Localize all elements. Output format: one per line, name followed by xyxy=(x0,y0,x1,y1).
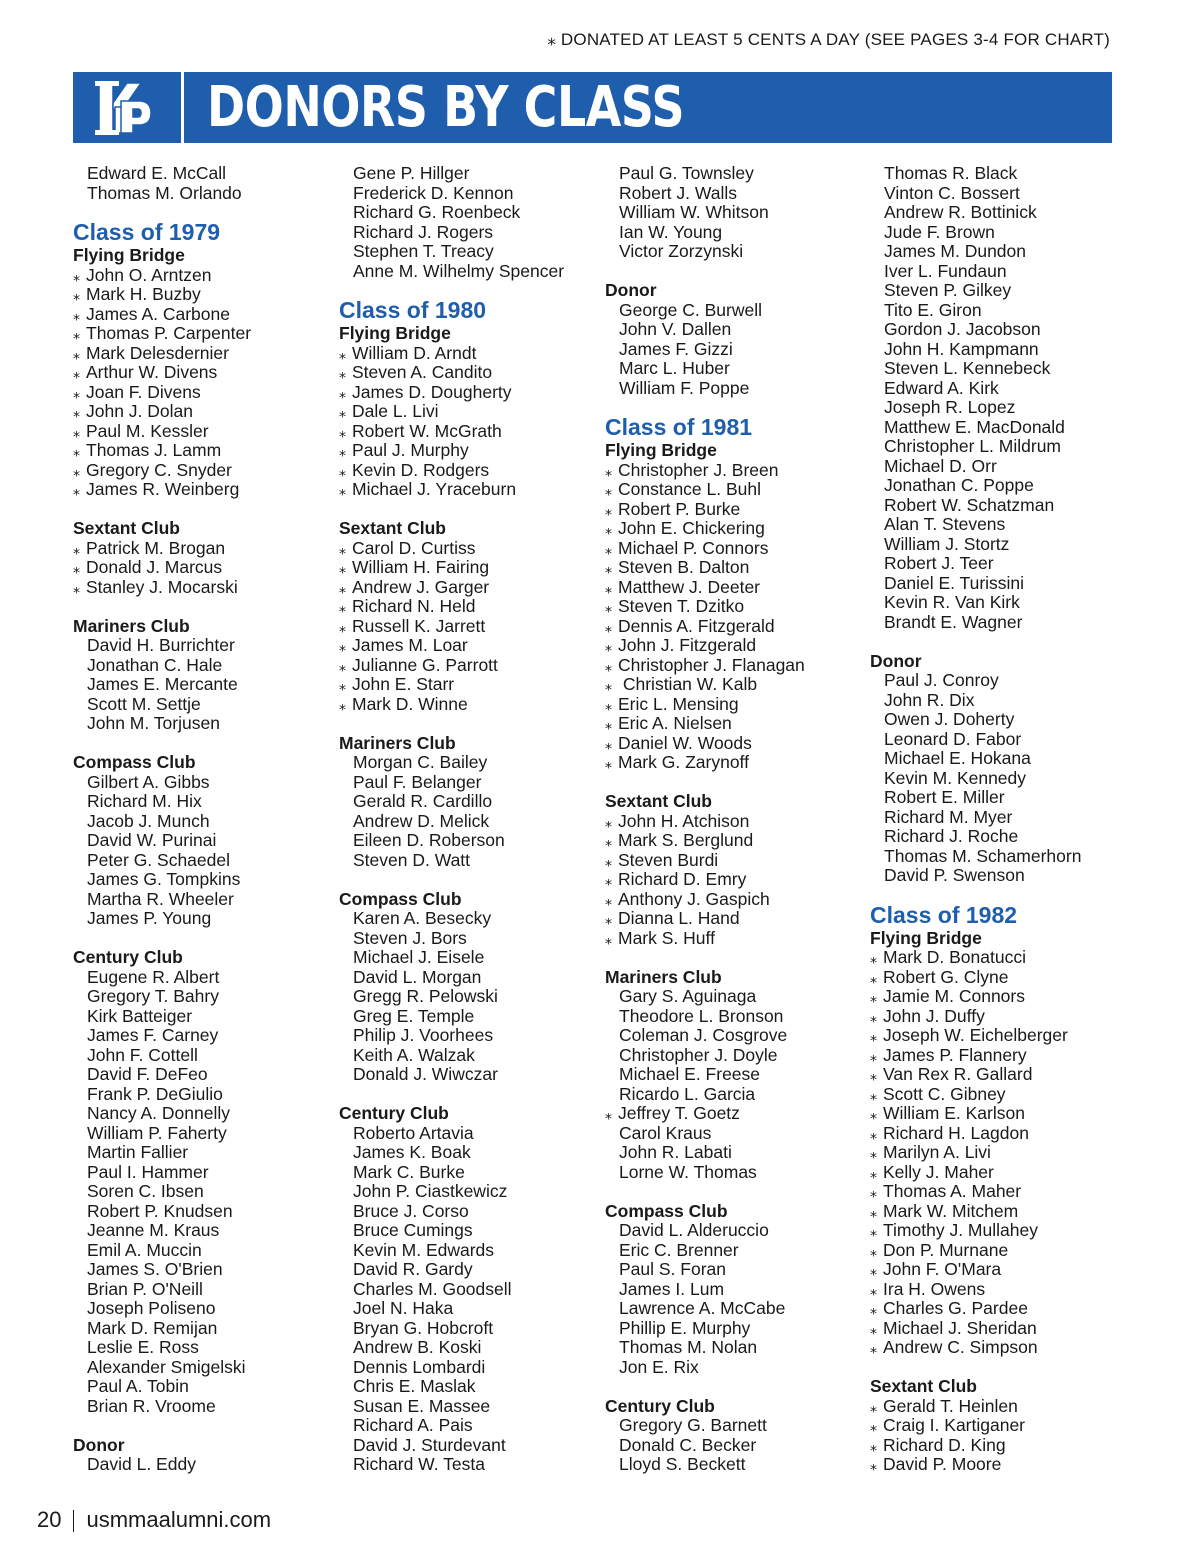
donor-level-heading: Century Club xyxy=(605,1395,715,1416)
donor-name-starred: ⁎ Christopher J. Breen xyxy=(605,461,863,481)
donor-name-starred: ⁎ Steven Burdi xyxy=(605,851,863,871)
donor-name: Kirk Batteiger xyxy=(87,1005,193,1026)
donor-name-starred: ⁎ William H. Fairing xyxy=(339,558,597,578)
donor-name: Steven P. Gilkey xyxy=(884,280,1012,300)
donor-column-3 xyxy=(605,164,863,1475)
donor-name-starred: ⁎ Arthur W. Divens xyxy=(73,363,331,383)
donor-name-starred: ⁎ Michael J. Yraceburn xyxy=(339,480,597,500)
donor-name: Richard J. Rogers xyxy=(353,221,494,242)
donor-name: Victor Zorzynski xyxy=(619,241,744,261)
donor-level-heading: Compass Club xyxy=(339,888,462,909)
donor-name: David L. Eddy xyxy=(87,1454,196,1474)
donor-name-starred: ⁎ William E. Karlson xyxy=(870,1104,1128,1124)
donor-name-starred: ⁎ Mark H. Buzby xyxy=(73,285,331,305)
donor-name: Vinton C. Bossert xyxy=(884,182,1020,203)
donor-name: Gregg R. Pelowski xyxy=(353,986,498,1006)
donor-name: Ian W. Young xyxy=(619,221,723,242)
donor-name: David L. Alderuccio xyxy=(619,1220,769,1240)
donor-name-starred: ⁎ Steven B. Dalton xyxy=(605,558,863,578)
spacer xyxy=(339,500,597,520)
donor-name: Thomas M. Orlando xyxy=(87,182,242,203)
donor-name-starred: ⁎ Kevin D. Rodgers xyxy=(339,461,597,481)
donor-name-starred: ⁎ Mark S. Huff xyxy=(605,929,863,949)
donor-name-starred: ⁎ Mark D. Winne xyxy=(339,695,597,715)
donor-name: David W. Purinai xyxy=(87,830,217,850)
donor-name-starred: ⁎ Richard D. Emry xyxy=(605,870,863,890)
donor-name: Bruce J. Corso xyxy=(353,1200,469,1221)
donor-name: Donald J. Wiwczar xyxy=(353,1064,498,1084)
donor-name-starred: ⁎ John H. Atchison xyxy=(605,812,863,832)
donor-name-starred: ⁎ Christopher J. Flanagan xyxy=(605,656,863,676)
spacer xyxy=(605,1377,863,1397)
spacer xyxy=(73,734,331,754)
donor-name: Jonathan C. Hale xyxy=(87,654,223,675)
donor-name: James S. O'Brien xyxy=(87,1259,223,1279)
donor-name: William W. Whitson xyxy=(619,202,769,222)
class-year-heading: Class of 1982 xyxy=(870,901,1018,928)
donor-name-starred: ⁎ Michael J. Sheridan xyxy=(870,1319,1128,1339)
donor-level-heading: Flying Bridge xyxy=(870,927,982,948)
donor-name: Marc L. Huber xyxy=(619,358,730,378)
donor-name: Chris E. Maslak xyxy=(353,1376,476,1396)
donor-name-starred: ⁎ Paul M. Kessler xyxy=(73,422,331,442)
donor-name-starred: ⁎ Andrew J. Garger xyxy=(339,578,597,598)
donor-name: Paul I. Hammer xyxy=(87,1161,209,1182)
donor-name: Martin Fallier xyxy=(87,1142,189,1162)
donor-name: John P. Ciastkewicz xyxy=(353,1181,508,1201)
donor-level-heading: Donor xyxy=(870,650,922,671)
donor-name: Jonathan C. Poppe xyxy=(884,475,1034,495)
donor-name-starred: ⁎ Mark D. Bonatucci xyxy=(870,948,1128,968)
donor-name-starred: ⁎ Jamie M. Connors xyxy=(870,987,1128,1007)
donor-name-starred: ⁎ John J. Duffy xyxy=(870,1007,1128,1027)
donor-name-starred: ⁎ Gerald T. Heinlen xyxy=(870,1397,1128,1417)
donor-level-heading: Sextant Club xyxy=(605,791,712,811)
donor-name-starred: ⁎ Matthew J. Deeter xyxy=(605,578,863,598)
donor-name: Paul G. Townsley xyxy=(619,163,754,183)
donor-name: Gordon J. Jacobson xyxy=(884,319,1041,339)
donor-name: Richard G. Roenbeck xyxy=(353,202,521,222)
donor-name: William P. Faherty xyxy=(87,1122,227,1143)
donor-name: Richard J. Roche xyxy=(884,826,1019,846)
donor-name: Christopher J. Doyle xyxy=(619,1044,778,1065)
donor-name-starred: ⁎ Kelly J. Maher xyxy=(870,1163,1128,1183)
donor-name-starred: ⁎ Steven T. Dzitko xyxy=(605,597,863,617)
donor-name-starred: ⁎ James M. Loar xyxy=(339,636,597,656)
donor-name-starred: ⁎ Robert W. McGrath xyxy=(339,422,597,442)
donor-name-starred: ⁎ Mark S. Berglund xyxy=(605,831,863,851)
donor-name-starred: ⁎ Dennis A. Fitzgerald xyxy=(605,617,863,637)
donor-name: Lloyd S. Beckett xyxy=(619,1454,746,1474)
donor-name: Roberto Artavia xyxy=(353,1122,474,1143)
donor-name: Stephen T. Treacy xyxy=(353,241,494,261)
donor-name: Joseph R. Lopez xyxy=(884,397,1016,417)
donor-name-starred: ⁎ Andrew C. Simpson xyxy=(870,1338,1128,1358)
donor-name: Robert P. Knudsen xyxy=(87,1200,233,1221)
donor-name: Frederick D. Kennon xyxy=(353,182,514,203)
donor-name: Soren C. Ibsen xyxy=(87,1181,204,1201)
donor-name: Paul F. Belanger xyxy=(353,771,482,792)
donor-name-starred: ⁎ Robert P. Burke xyxy=(605,500,863,520)
donor-name-starred: ⁎ Dianna L. Hand xyxy=(605,909,863,929)
donor-name: Gene P. Hillger xyxy=(353,163,470,183)
website-link[interactable]: usmmaalumni.com xyxy=(86,1507,272,1532)
donor-name-starred: ⁎ Carol D. Curtiss xyxy=(339,539,597,559)
donor-name: George C. Burwell xyxy=(619,299,762,320)
asterisk-footnote: ⁎ DONATED AT LEAST 5 CENTS A DAY (SEE PAGES 3-4 FOR CHART) xyxy=(547,30,1110,49)
donor-name-starred: ⁎ Mark Delesdernier xyxy=(73,344,331,364)
donor-name-starred: ⁎ Thomas P. Carpenter xyxy=(73,324,331,344)
donor-name: Thomas M. Schamerhorn xyxy=(884,845,1082,866)
donor-name: Owen J. Doherty xyxy=(884,709,1015,729)
donor-name-starred: ⁎ Donald J. Marcus xyxy=(73,558,331,578)
donor-name: Dennis Lombardi xyxy=(353,1356,486,1377)
spacer xyxy=(73,597,331,617)
donor-name: Kevin R. Van Kirk xyxy=(884,592,1020,612)
donor-name-starred: ⁎ Patrick M. Brogan xyxy=(73,539,331,559)
donor-level-heading: Mariners Club xyxy=(339,732,456,753)
spacer xyxy=(870,1358,1128,1378)
donor-name: Greg E. Temple xyxy=(353,1005,475,1026)
donor-name: David H. Burrichter xyxy=(87,635,235,655)
donor-level-heading: Sextant Club xyxy=(73,518,180,538)
donor-name: Alexander Smigelski xyxy=(87,1356,246,1377)
donor-level-heading: Sextant Club xyxy=(870,1376,977,1396)
class-year-heading: Class of 1980 xyxy=(339,297,487,323)
donor-name-starred: ⁎ Joseph W. Eichelberger xyxy=(870,1026,1128,1046)
donor-name: Matthew E. MacDonald xyxy=(884,416,1065,437)
donor-name: Thomas M. Nolan xyxy=(619,1337,758,1357)
donor-name: Michael D. Orr xyxy=(884,455,997,476)
donor-level-heading: Sextant Club xyxy=(339,518,446,538)
donor-name: Robert E. Miller xyxy=(884,787,1005,807)
donor-level-heading: Flying Bridge xyxy=(605,440,717,460)
donor-name: Carol Kraus xyxy=(619,1122,712,1143)
donor-name: Richard A. Pais xyxy=(353,1415,473,1435)
donor-name-starred: ⁎ Anthony J. Gaspich xyxy=(605,890,863,910)
page-number: 20 xyxy=(37,1507,62,1532)
donor-name: Gregory T. Bahry xyxy=(87,986,219,1006)
donor-name: Gilbert A. Gibbs xyxy=(87,771,210,792)
donor-name: Thomas R. Black xyxy=(884,163,1018,183)
donor-name: Keith A. Walzak xyxy=(353,1044,475,1065)
donor-name-starred: ⁎ Dale L. Livi xyxy=(339,402,597,422)
donor-name-starred: ⁎ Gregory C. Snyder xyxy=(73,461,331,481)
donor-name: Paul A. Tobin xyxy=(87,1376,189,1396)
donor-name-starred: ⁎ Van Rex R. Gallard xyxy=(870,1065,1128,1085)
donor-name: Edward E. McCall xyxy=(87,163,227,183)
donor-name: James E. Mercante xyxy=(87,674,238,694)
donor-name: David L. Morgan xyxy=(353,966,482,987)
donor-name: Brian R. Vroome xyxy=(87,1395,216,1416)
donor-name: James K. Boak xyxy=(353,1142,471,1162)
donor-name: Michael E. Freese xyxy=(619,1064,761,1084)
donor-name: Steven J. Bors xyxy=(353,927,467,948)
donor-name-starred: ⁎ Richard H. Lagdon xyxy=(870,1124,1128,1144)
donor-name-starred: ⁎ Craig I. Kartiganer xyxy=(870,1416,1128,1436)
donor-name: John H. Kampmann xyxy=(884,338,1039,359)
donor-name: Leonard D. Fabor xyxy=(884,728,1022,749)
donor-name-starred: ⁎ James A. Carbone xyxy=(73,305,331,325)
donor-name: James M. Dundon xyxy=(884,241,1027,261)
donor-name: Steven L. Kennebeck xyxy=(884,358,1051,378)
donor-name: Frank P. DeGiulio xyxy=(87,1083,223,1104)
donor-name-starred: ⁎ Jeffrey T. Goetz xyxy=(605,1104,863,1124)
donor-name: Leslie E. Ross xyxy=(87,1337,199,1357)
donor-name-starred: ⁎ Thomas J. Lamm xyxy=(73,441,331,461)
spacer xyxy=(605,262,863,282)
spacer xyxy=(605,1182,863,1202)
donor-name: Emil A. Muccin xyxy=(87,1239,202,1260)
donor-name: Edward A. Kirk xyxy=(884,377,999,398)
donor-name: Andrew R. Bottinick xyxy=(884,202,1037,222)
donor-name: Coleman J. Cosgrove xyxy=(619,1025,788,1045)
donor-name-starred: ⁎ Daniel W. Woods xyxy=(605,734,863,754)
spacer xyxy=(605,948,863,968)
donor-name: Mark D. Remijan xyxy=(87,1317,218,1338)
donor-name: Nancy A. Donnelly xyxy=(87,1103,230,1123)
donor-name-starred: ⁎ William D. Arndt xyxy=(339,344,597,364)
donor-name: Theodore L. Bronson xyxy=(619,1005,784,1026)
donor-name: John R. Dix xyxy=(884,689,975,710)
donor-name: John F. Cottell xyxy=(87,1044,198,1065)
donor-name-starred: ⁎ John F. O'Mara xyxy=(870,1260,1128,1280)
section-banner xyxy=(73,72,1112,143)
donor-name: Richard M. Myer xyxy=(884,806,1013,827)
class-year-heading: Class of 1981 xyxy=(605,414,753,440)
class-year-heading: Class of 1979 xyxy=(73,219,221,245)
donor-name: John V. Dallen xyxy=(619,319,732,339)
donor-name-starred: ⁎ Mark W. Mitchem xyxy=(870,1202,1128,1222)
donor-name: Anne M. Wilhelmy Spencer xyxy=(353,260,565,281)
donor-name-starred: ⁎ Eric L. Mensing xyxy=(605,695,863,715)
donor-name: Steven D. Watt xyxy=(353,849,471,870)
donor-column-4 xyxy=(870,164,1128,1475)
donor-name-starred: ⁎ David P. Moore xyxy=(870,1455,1128,1475)
donor-name-starred: ⁎ John E. Chickering xyxy=(605,519,863,539)
donor-name-starred: ⁎ Joan F. Divens xyxy=(73,383,331,403)
donor-name: Andrew D. Melick xyxy=(353,810,490,831)
donor-name: Phillip E. Murphy xyxy=(619,1317,751,1338)
donor-name: Jon E. Rix xyxy=(619,1356,699,1377)
donor-name: Kevin M. Kennedy xyxy=(884,767,1027,788)
donor-name: Susan E. Massee xyxy=(353,1395,491,1416)
donor-name-starred: ⁎ Christian W. Kalb xyxy=(605,675,863,695)
spacer xyxy=(73,1416,331,1436)
donor-name-starred: ⁎ John O. Arntzen xyxy=(73,266,331,286)
donor-name: Iver L. Fundaun xyxy=(884,260,1007,281)
donor-name-starred: ⁎ Charles G. Pardee xyxy=(870,1299,1128,1319)
donor-name-starred: ⁎ Thomas A. Maher xyxy=(870,1182,1128,1202)
donor-name: Mark C. Burke xyxy=(353,1161,465,1182)
donor-level-heading: Compass Club xyxy=(605,1200,728,1221)
donor-name: Jude F. Brown xyxy=(884,221,995,242)
donor-name: Joel N. Haka xyxy=(353,1298,454,1318)
donor-name: James I. Lum xyxy=(619,1278,725,1299)
donor-name-starred: ⁎ Ira H. Owens xyxy=(870,1280,1128,1300)
donor-name: David R. Gardy xyxy=(353,1259,473,1279)
donor-name: Ricardo L. Garcia xyxy=(619,1083,756,1104)
donor-name-starred: ⁎ James P. Flannery xyxy=(870,1046,1128,1066)
donor-level-heading: Donor xyxy=(605,280,657,300)
page-title: DONORS BY CLASS xyxy=(207,75,685,140)
footer-separator xyxy=(73,1510,74,1532)
donor-name: Daniel E. Turissini xyxy=(884,572,1025,593)
donor-level-heading: Donor xyxy=(73,1434,125,1455)
donor-name: Robert W. Schatzman xyxy=(884,494,1055,515)
donor-name: Karen A. Besecky xyxy=(353,908,492,928)
spacer xyxy=(870,632,1128,652)
donor-name: Robert J. Teer xyxy=(884,553,994,573)
donor-name-starred: ⁎ Robert G. Clyne xyxy=(870,968,1128,988)
donor-name-starred: ⁎ Don P. Murnane xyxy=(870,1241,1128,1261)
donor-name: Gary S. Aguinaga xyxy=(619,986,757,1006)
donor-name: Scott M. Settje xyxy=(87,693,201,714)
donor-level-heading: Flying Bridge xyxy=(73,245,185,265)
donor-name: Kevin M. Edwards xyxy=(353,1239,495,1260)
donor-name: James P. Young xyxy=(87,908,212,928)
donor-name-starred: ⁎ Julianne G. Parrott xyxy=(339,656,597,676)
donor-level-heading: Mariners Club xyxy=(73,615,190,636)
donor-name: Robert J. Walls xyxy=(619,182,737,203)
donor-name: Paul S. Foran xyxy=(619,1259,726,1279)
donor-name: Michael E. Hokana xyxy=(884,748,1031,768)
donor-name-starred: ⁎ Russell K. Jarrett xyxy=(339,617,597,637)
donor-name-starred: ⁎ James D. Dougherty xyxy=(339,383,597,403)
donor-name: Brandt E. Wagner xyxy=(884,611,1023,632)
donor-name: Richard M. Hix xyxy=(87,791,202,811)
kp-logo-icon xyxy=(93,77,155,139)
donor-name-starred: ⁎ Marilyn A. Livi xyxy=(870,1143,1128,1163)
spacer xyxy=(339,714,597,734)
donor-name: Peter G. Schaedel xyxy=(87,849,230,870)
donor-name-starred: ⁎ Stanley J. Mocarski xyxy=(73,578,331,598)
donor-name-starred: ⁎ John J. Dolan xyxy=(73,402,331,422)
donor-level-heading: Compass Club xyxy=(73,752,196,772)
donor-name: William F. Poppe xyxy=(619,377,750,398)
donor-name-starred: ⁎ Steven A. Candito xyxy=(339,363,597,383)
donor-name: Joseph Poliseno xyxy=(87,1298,216,1318)
spacer xyxy=(339,870,597,890)
donor-name-starred: ⁎ Constance L. Buhl xyxy=(605,480,863,500)
donor-name: Jacob J. Munch xyxy=(87,810,210,831)
donor-name: Lorne W. Thomas xyxy=(619,1161,757,1182)
donor-name-starred: ⁎ John E. Starr xyxy=(339,675,597,695)
donor-column-1 xyxy=(73,164,331,1475)
donor-name: Christopher L. Mildrum xyxy=(884,436,1061,456)
donor-name-starred: ⁎ James R. Weinberg xyxy=(73,480,331,500)
donor-name: Martha R. Wheeler xyxy=(87,888,234,909)
donor-level-heading: Flying Bridge xyxy=(339,323,451,343)
donor-name: Alan T. Stevens xyxy=(884,514,1006,534)
donor-name: Paul J. Conroy xyxy=(884,670,999,690)
donor-name: Lawrence A. McCabe xyxy=(619,1298,786,1318)
donor-name: Eric C. Brenner xyxy=(619,1239,739,1260)
donor-column-2 xyxy=(339,164,597,1475)
donor-name: William J. Stortz xyxy=(884,533,1010,554)
donor-name: Bruce Cumings xyxy=(353,1220,473,1240)
donor-name-starred: ⁎ Michael P. Connors xyxy=(605,539,863,559)
donor-name: Bryan G. Hobcroft xyxy=(353,1317,494,1338)
donor-name-starred: ⁎ John J. Fitzgerald xyxy=(605,636,863,656)
donor-name: James F. Carney xyxy=(87,1025,219,1045)
donor-level-heading: Century Club xyxy=(73,947,183,967)
donor-name-starred: ⁎ Richard N. Held xyxy=(339,597,597,617)
donor-name-starred: ⁎ Mark G. Zarynoff xyxy=(605,753,863,773)
donor-name: Philip J. Voorhees xyxy=(353,1025,494,1045)
spacer xyxy=(73,929,331,949)
donor-name: James G. Tompkins xyxy=(87,869,241,889)
donor-name-starred: ⁎ Timothy J. Mullahey xyxy=(870,1221,1128,1241)
donor-name: Charles M. Goodsell xyxy=(353,1278,512,1299)
page-footer xyxy=(37,1507,271,1533)
donor-name: Brian P. O'Neill xyxy=(87,1278,203,1299)
donor-name: Andrew B. Koski xyxy=(353,1337,482,1357)
donor-name: Gregory G. Barnett xyxy=(619,1415,767,1435)
spacer xyxy=(339,1085,597,1105)
donor-name: Eugene R. Albert xyxy=(87,966,220,987)
donor-name: Eileen D. Roberson xyxy=(353,830,505,850)
donor-name: Gerald R. Cardillo xyxy=(353,791,493,811)
donor-name: Donald C. Becker xyxy=(619,1434,757,1455)
donor-name: David P. Swenson xyxy=(884,865,1025,885)
donor-name: David F. DeFeo xyxy=(87,1064,208,1084)
donor-name: Tito E. Giron xyxy=(884,299,982,320)
donor-name: John R. Labati xyxy=(619,1142,732,1162)
donor-name-starred: ⁎ Paul J. Murphy xyxy=(339,441,597,461)
donor-name: Morgan C. Bailey xyxy=(353,752,488,772)
donor-name: James F. Gizzi xyxy=(619,338,733,359)
donor-name: Michael J. Eisele xyxy=(353,947,485,967)
donor-name: David J. Sturdevant xyxy=(353,1434,506,1455)
spacer xyxy=(605,773,863,793)
donor-level-heading: Mariners Club xyxy=(605,966,722,987)
banner-divider xyxy=(181,72,184,143)
donor-name: Jeanne M. Kraus xyxy=(87,1220,220,1240)
donor-level-heading: Century Club xyxy=(339,1103,449,1123)
donor-name: Richard W. Testa xyxy=(353,1454,485,1474)
donor-name: John M. Torjusen xyxy=(87,713,220,733)
spacer xyxy=(73,500,331,520)
donor-name-starred: ⁎ Richard D. King xyxy=(870,1436,1128,1456)
donor-name-starred: ⁎ Eric A. Nielsen xyxy=(605,714,863,734)
donor-name-starred: ⁎ Scott C. Gibney xyxy=(870,1085,1128,1105)
